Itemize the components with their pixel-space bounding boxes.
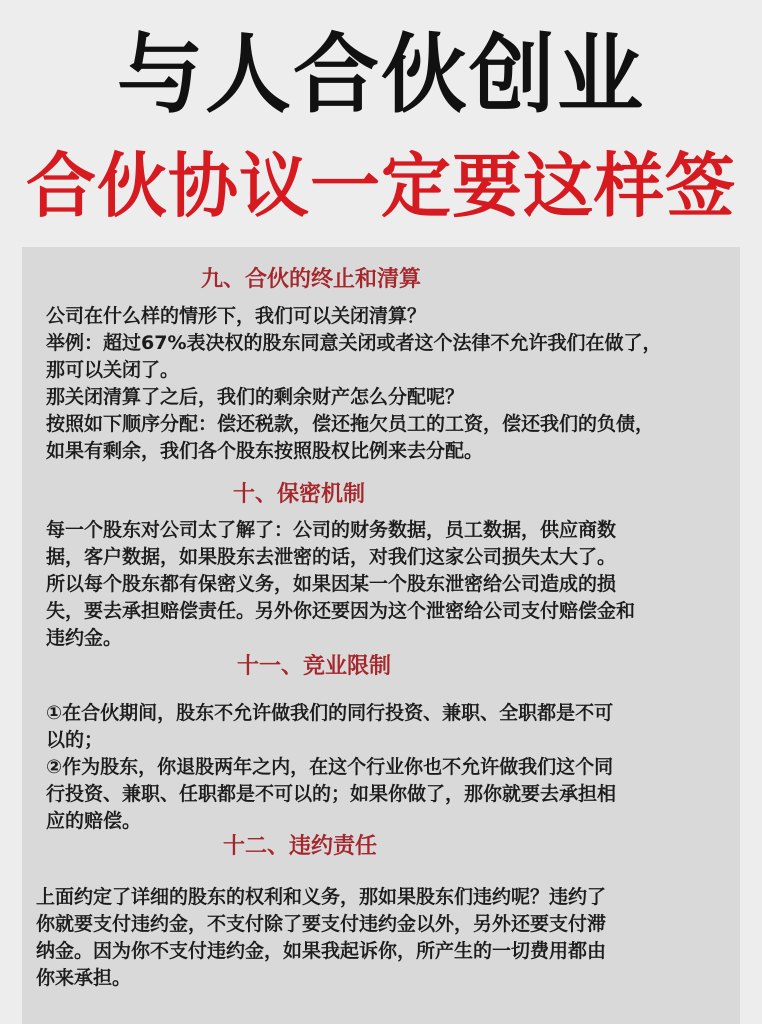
section-text-line: 行投资、兼职、任职都是不可以的；如果你做了，那你就要去承担相: [46, 783, 617, 805]
section-heading-non-compete: 十一、竞业限制: [237, 654, 392, 679]
section-text-line: 所以每个股东都有保密义务，如果因某一个股东泄密给公司造成的损: [46, 573, 617, 595]
section-heading-liability: 十二、违约责任: [223, 834, 378, 859]
section-text-line: 你就要支付违约金，不支付除了要支付违约金以外，另外还要支付滞: [36, 913, 607, 935]
section-text-line: 举例：超过67%表决权的股东同意关闭或者这个法律不允许我们在做了，: [46, 332, 662, 354]
section-text-line: 按照如下顺序分配：偿还税款，偿还拖欠员工的工资，偿还我们的负债，: [46, 413, 655, 435]
section-text-line: 那可以关闭了。: [46, 359, 180, 381]
section-text-line: 每一个股东对公司太了解了：公司的财务数据，员工数据，供应商数: [46, 519, 617, 541]
section-text-line: 应的赔偿。: [46, 810, 142, 832]
section-text-line: 失，要去承担赔偿责任。另外你还要因为这个泄密给公司支付赔偿金和: [46, 600, 636, 622]
section-text-line: 如果有剩余，我们各个股东按照股权比例来去分配。: [46, 440, 484, 462]
section-heading-confidentiality: 十、保密机制: [233, 482, 366, 507]
section-text-line: 以的；: [46, 729, 104, 751]
section-text-line: ②作为股东，你退股两年之内，在这个行业你也不允许做我们这个同: [46, 756, 614, 778]
section-text-line: 违约金。: [46, 627, 123, 649]
section-text-line: 上面约定了详细的股东的权利和义务，那如果股东们违约呢？违约了: [36, 886, 607, 908]
page-subtitle: 合伙协议一定要这样签: [26, 145, 736, 227]
section-text-line: 据，客户数据，如果股东去泄密的话，对我们这家公司损失太大了。: [46, 546, 617, 568]
section-text-line: 那关闭清算了之后，我们的剩余财产怎么分配呢？: [46, 386, 465, 408]
section-text-line: ①在合伙期间，股东不允许做我们的同行投资、兼职、全职都是不可: [46, 702, 614, 724]
section-text-line: 公司在什么样的情形下，我们可以关闭清算？: [46, 305, 427, 327]
page-title: 与人合伙创业: [117, 25, 645, 125]
section-heading-termination: 九、合伙的终止和清算: [201, 267, 422, 292]
section-text-line: 你来承担。: [36, 967, 132, 989]
section-text-line: 纳金。因为你不支付违约金，如果我起诉你，所产生的一切费用都由: [36, 940, 607, 962]
